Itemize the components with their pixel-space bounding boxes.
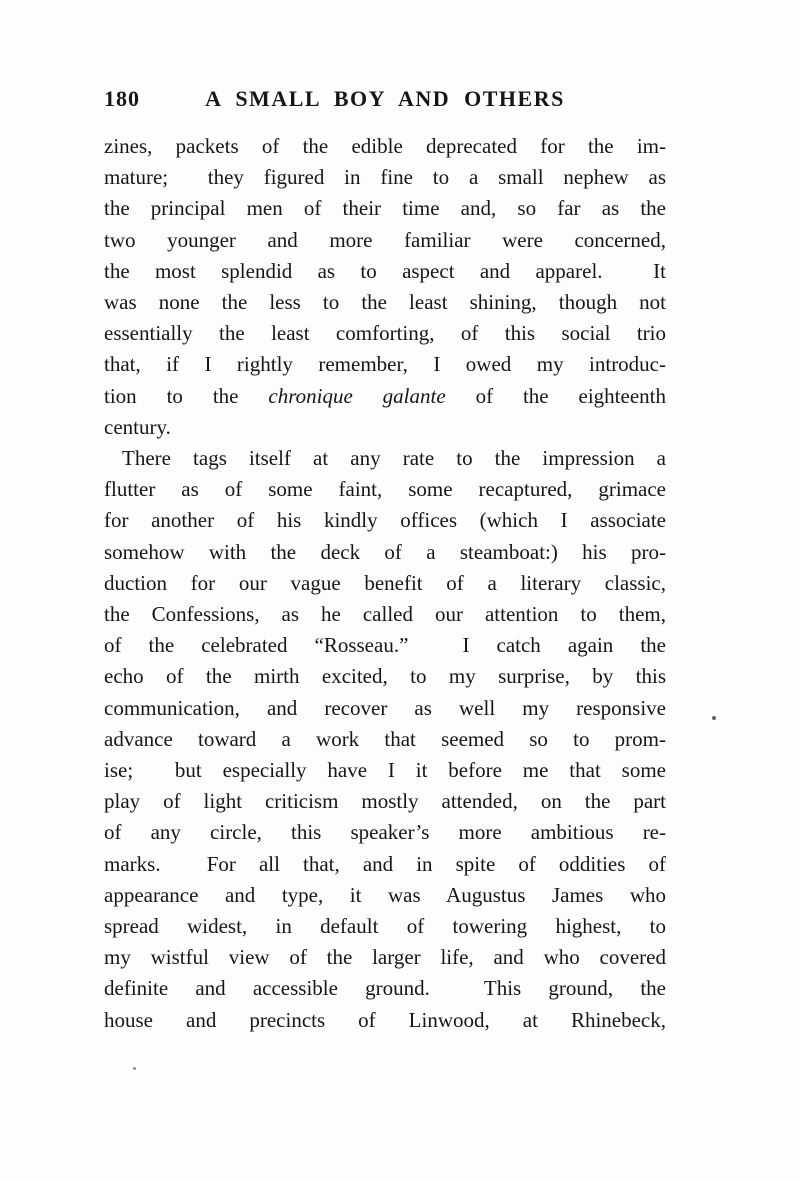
text-line: tion to the chronique galante of the eighteenth [104, 383, 666, 408]
text-line: for another of his kindly offices (which I associate [104, 508, 666, 533]
text-line: There tags itself at any rate to the impression a [122, 446, 666, 471]
text-line: definite and accessible ground. This ground, the [104, 976, 666, 1001]
scan-speck [133, 1067, 136, 1070]
scan-speck [712, 716, 716, 720]
text-line: somehow with the deck of a steamboat:) his pro- [104, 539, 666, 564]
page-header [104, 86, 666, 116]
text-line: flutter as of some faint, some recaptured, grimace [104, 477, 666, 502]
text-line: zines, packets of the edible deprecated for the im- [104, 134, 666, 158]
text-line: play of light criticism mostly attended, on the part [104, 789, 666, 814]
text-line: the principal men of their time and, so far as the [104, 196, 666, 221]
text-line: essentially the least comforting, of this social trio [104, 321, 666, 346]
paragraph-2 [104, 443, 666, 1036]
text-line: duction for our vague benefit of a literary classic, [104, 570, 666, 595]
text-line: that, if I rightly remember, I owed my introduc- [104, 352, 666, 377]
page-number: 180 [104, 86, 140, 111]
text-line: was none the less to the least shining, though not [104, 290, 666, 315]
text-line: appearance and type, it was Augustus James who [104, 882, 666, 907]
text-line: spread widest, in default of towering highest, to [104, 914, 666, 939]
page-body [104, 131, 666, 1036]
text-line: communication, and recover as well my responsive [104, 695, 666, 720]
text-line: echo of the mirth excited, to my surprise, by this [104, 664, 666, 689]
text-line: my wistful view of the larger life, and who covered [104, 945, 666, 970]
running-title: A SMALL BOY AND OTHERS [205, 86, 565, 111]
text-line: the most splendid as to aspect and apparel. It [104, 258, 666, 283]
text-line: of the celebrated “Rosseau.” I catch again the [104, 633, 666, 658]
text-line: ise; but especially have I it before me that some [104, 758, 666, 783]
text-line: house and precincts of Linwood, at Rhinebeck, [104, 1007, 666, 1032]
text-line: marks. For all that, and in spite of oddities of [104, 851, 666, 876]
text-line: mature; they figured in fine to a small nephew as [104, 165, 666, 190]
text-line: advance toward a work that seemed so to prom- [104, 726, 666, 751]
paragraph-1 [104, 131, 666, 443]
text-line: century. [104, 414, 171, 439]
text-line: of any circle, this speaker’s more ambitious re- [104, 820, 666, 845]
text-line: two younger and more familiar were concerned, [104, 227, 666, 252]
text-line: the Confessions, as he called our attention to them, [104, 602, 666, 627]
